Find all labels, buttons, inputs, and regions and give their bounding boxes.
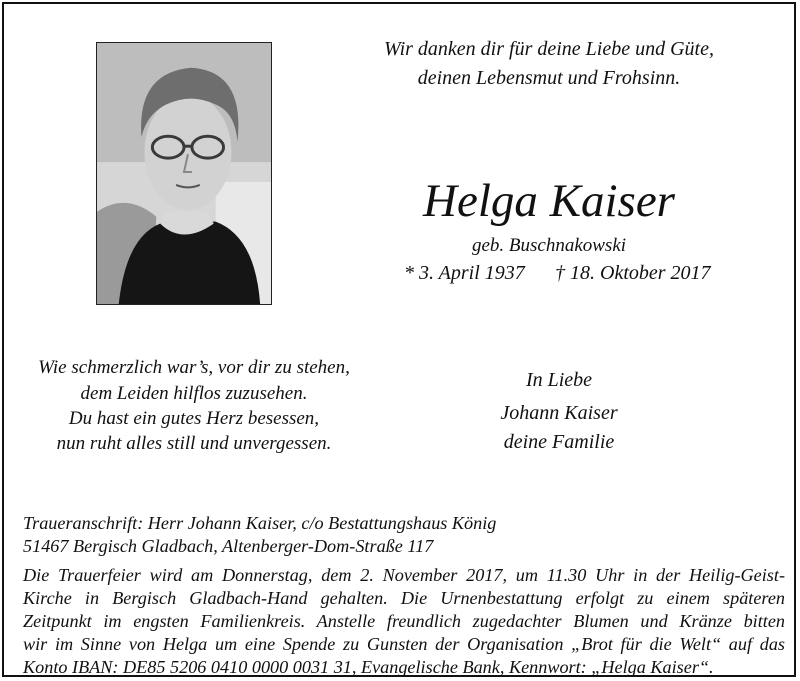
header-quote-line: deinen Lebensmut und Frohsinn. [417,67,681,89]
death-date: † 18. Oktober 2017 [555,262,711,284]
poem-line: nun ruht alles still und unvergessen. [56,433,332,454]
announcement-line: Kirche in Bergisch Gladbach-Hand gehalten. Die Urnenbestattung erfolgt zu einem späteren [23,588,785,608]
birth-date: * 3. April 1937 [404,262,525,284]
address-line: Traueranschrift: Herr Johann Kaiser, c/o Bestattungshaus König [23,513,497,533]
poem-line: Du hast ein gutes Herz besessen, [68,408,320,429]
deceased-name: Helga Kaiser [423,175,675,227]
signature-line: Johann Kaiser [500,402,618,424]
announcement-line: wir im Sinne von Helga um eine Spende zu Gunsten der Organisation „Brot für die Welt“ auf das [23,634,785,654]
portrait-image [97,43,271,304]
poem-line: dem Leiden hilflos zuzusehen. [80,383,308,404]
birth-name: geb. Buschnakowski [471,235,627,256]
obituary-notice [2,2,796,677]
signature-line: In Liebe [525,369,593,391]
header-quote-line: Wir danken dir für deine Liebe und Güte, [384,38,714,60]
signature-line: deine Familie [503,431,615,453]
announcement-line: Die Trauerfeier wird am Donnerstag, dem 2. November 2017, um 11.30 Uhr in der Heilig-Geist- [23,565,785,585]
announcement-line: Konto IBAN: DE85 5206 0410 0000 0031 31, Evangelische Bank, Kennwort: „Helga Kaiser“. [23,657,714,677]
poem-line: Wie schmerzlich war’s, vor dir zu stehen, [38,357,350,378]
address-line: 51467 Bergisch Gladbach, Altenberger-Dom-Straße 117 [23,536,434,556]
announcement-line: Zeitpunkt im engsten Familienkreis. Anstelle freundlich zugedachter Blumen und Kränze bitten [23,611,785,631]
portrait-photo [96,42,272,305]
